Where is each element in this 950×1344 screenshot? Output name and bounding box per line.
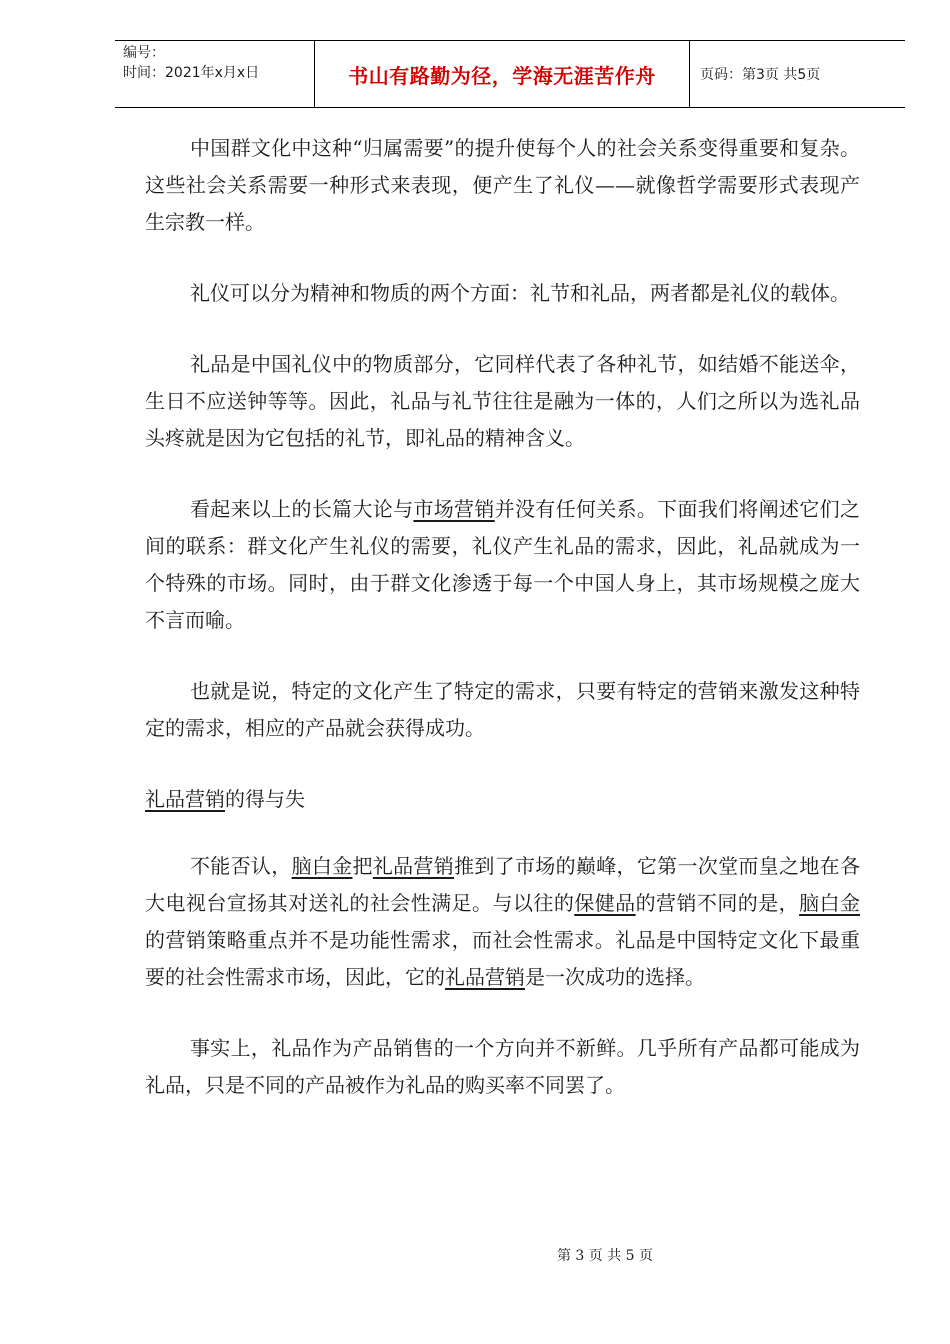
page-footer: 第 3 页 共 5 页	[556, 1248, 654, 1264]
paragraph-4	[145, 491, 860, 639]
text-span: 把	[352, 854, 373, 878]
paragraph-6	[145, 848, 860, 996]
paragraph-7: 事实上，礼品作为产品销售的一个方向并不新鲜。几乎所有产品都可能成为礼品，只是不同的产品被作为礼品的购买率不同罢了。	[145, 1036, 860, 1097]
paragraph-3: 礼品是中国礼仪中的物质部分，它同样代表了各种礼节，如结婚不能送伞，生日不应送钟等等。因此，礼品与礼节往往是融为一体的，人们之所以为选礼品头疼就是因为它包括的礼节，即礼品的精神含义。	[145, 352, 860, 450]
text-span: 并没有任何关系。下面我们将阐述它们之间的联系：群文化产生礼仪的需要，礼仪产生礼品的需求，因此，礼品就成为一个特殊的市场。同时，由于群文化渗透于每一个中国人身上，其市场规模之庞大不言而喻。	[145, 497, 860, 632]
text-span: 不能否认，	[190, 854, 292, 878]
page-header	[115, 40, 905, 108]
paragraph-1: 中国群文化中这种“归属需要”的提升使每个人的社会关系变得重要和复杂。这些社会关系需要一种形式来表现，便产生了礼仪——就像哲学需要形式表现产生宗教一样。	[145, 136, 860, 234]
text-span: 的营销不同的是，	[635, 891, 800, 915]
link-naobaijin[interactable]: 脑白金	[799, 891, 861, 915]
document-body	[145, 130, 860, 1138]
text-span: 是一次成功的选择。	[525, 965, 705, 989]
link-naobaijin[interactable]: 脑白金	[291, 854, 353, 878]
link-gift-marketing[interactable]: 礼品营销	[445, 965, 525, 989]
heading-rest: 的得与失	[225, 787, 305, 811]
paragraph-5: 也就是说，特定的文化产生了特定的需求，只要有特定的营销来激发这种特定的需求，相应的产品就会获得成功。	[145, 679, 860, 740]
link-gift-marketing[interactable]: 礼品营销	[145, 787, 225, 811]
link-marketing[interactable]: 市场营销	[413, 497, 495, 521]
time-label: 时间：2021年x月x日	[123, 65, 260, 81]
number-label: 编号：	[123, 45, 165, 61]
header-motto: 书山有路勤为径，学海无涯苦作舟	[315, 41, 690, 107]
link-gift-marketing[interactable]: 礼品营销	[372, 854, 455, 878]
paragraph-2: 礼仪可以分为精神和物质的两个方面：礼节和礼品，两者都是礼仪的载体。	[190, 281, 850, 305]
section-heading	[145, 781, 860, 818]
text-span: 的营销策略重点并不是功能性需求，而社会性需求。礼品是中国特定文化下最重要的社会性需求市场，因此，它的	[145, 928, 860, 989]
header-meta	[115, 41, 315, 107]
text-span: 推到了市场的巅峰，它第一次堂而皇之地在各大电视台宣扬其对送礼的社会性满足。与以往的	[145, 854, 860, 915]
link-health-products[interactable]: 保健品	[574, 891, 636, 915]
header-page-number: 页码：第3页 共5页	[700, 67, 821, 83]
text-span: 看起来以上的长篇大论与	[190, 497, 414, 521]
